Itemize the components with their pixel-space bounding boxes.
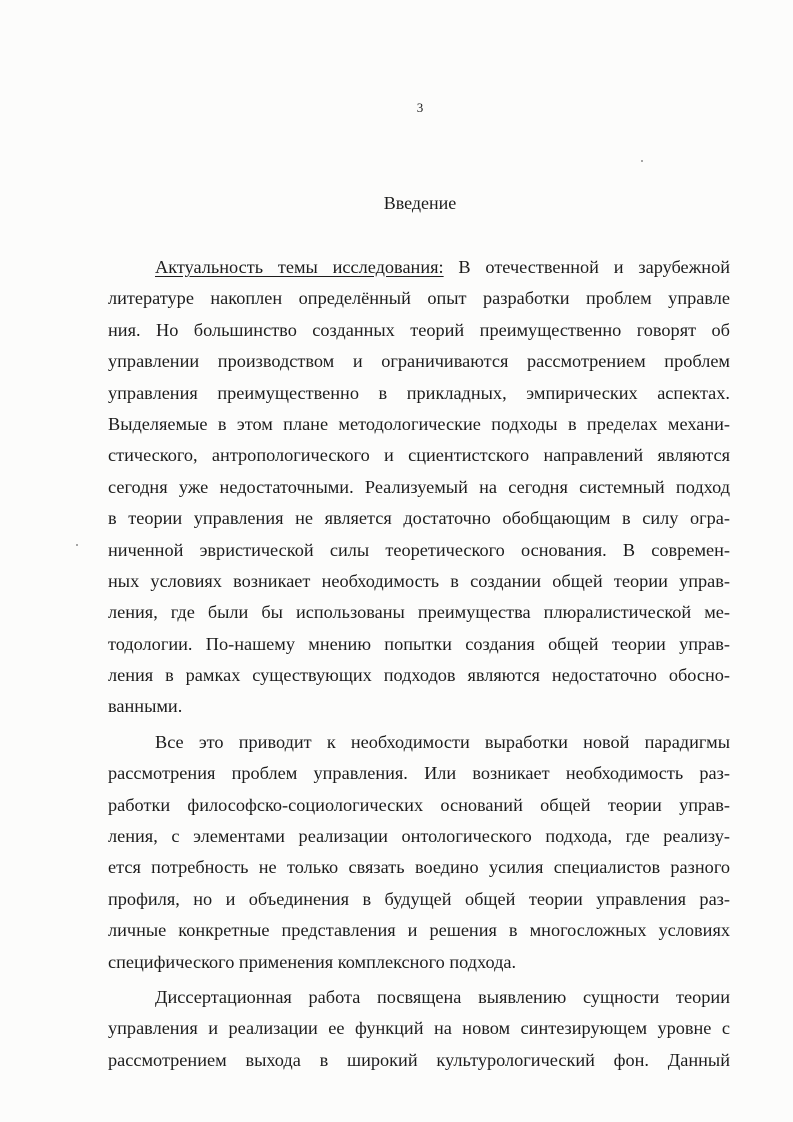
- paragraph-line: управления преимущественно в прикладных, эмпирических аспектах.: [108, 382, 730, 403]
- paragraph-line: ванными.: [108, 696, 183, 717]
- paragraph-line: Выделяемые в этом плане методологические подходы в пределах механи-: [108, 413, 730, 434]
- scan-speck: [76, 544, 78, 546]
- paragraph-line: ных условиях возникает необходимость в создании общей теории управ-: [108, 570, 730, 591]
- paragraph-line: ления, где были бы использованы преимущества плюралистической ме-: [108, 602, 730, 623]
- section-title: Введение: [383, 193, 457, 213]
- paragraph-line: Диссертационная работа посвящена выявлению сущности теории: [155, 986, 730, 1007]
- paragraph-line: стического, антропологического и сциентистского направлений являются: [108, 445, 730, 466]
- body-text: [108, 252, 730, 1076]
- paragraph-line: управления и реализации ее функций на новом синтезирующем уровне с: [108, 1018, 730, 1039]
- paragraph-line: тодологии. По-нашему мнению попытки создания общей теории управ-: [108, 633, 730, 654]
- paragraph-line: специфического применения комплексного подхода.: [108, 951, 517, 972]
- page-number: 3: [416, 100, 424, 115]
- paragraph-line: рассмотрением выхода в широкий культурологический фон. Данный: [108, 1049, 730, 1070]
- paragraph-line: управлении производством и ограничиваются рассмотрением проблем: [108, 351, 730, 372]
- paragraph-line: ется потребность не только связать воедино усилия специалистов разного: [108, 857, 730, 878]
- paragraph-line: ния. Но большинство созданных теорий преимущественно говорят об: [108, 319, 730, 340]
- paragraph-line: литературе накоплен определённый опыт разработки проблем управле: [108, 288, 730, 309]
- paragraph-line: сегодня уже недостаточными. Реализуемый на сегодня системный подход: [108, 476, 730, 497]
- paragraph-line: рассмотрения проблем управления. Или возникает необходимость раз-: [108, 763, 730, 784]
- paragraph-line: профиля, но и объединения в будущей общей теории управления раз-: [108, 888, 730, 909]
- paragraph-line: ниченной эвристической силы теоретического основания. В современ-: [108, 539, 730, 560]
- paragraph-line: Все это приводит к необходимости выработки новой парадигмы: [155, 731, 730, 752]
- paragraph-line: в теории управления не является достаточно обобщающим в силу огра-: [108, 508, 730, 529]
- topic-heading: Актуальность темы исследования:: [155, 257, 444, 277]
- paragraph-line: ления, с элементами реализации онтологического подхода, где реализу-: [108, 826, 730, 847]
- paragraph-line: личные конкретные представления и решения в многосложных условиях: [108, 920, 730, 941]
- paragraph-line: работки философско-социологических оснований общей теории управ-: [108, 794, 730, 815]
- paragraph-line: [108, 252, 730, 283]
- paragraph-line-text: В отечественной и зарубежной: [443, 257, 730, 277]
- paragraph-line: ления в рамках существующих подходов являются недостаточно обосно-: [108, 665, 730, 686]
- scan-speck: [641, 160, 643, 162]
